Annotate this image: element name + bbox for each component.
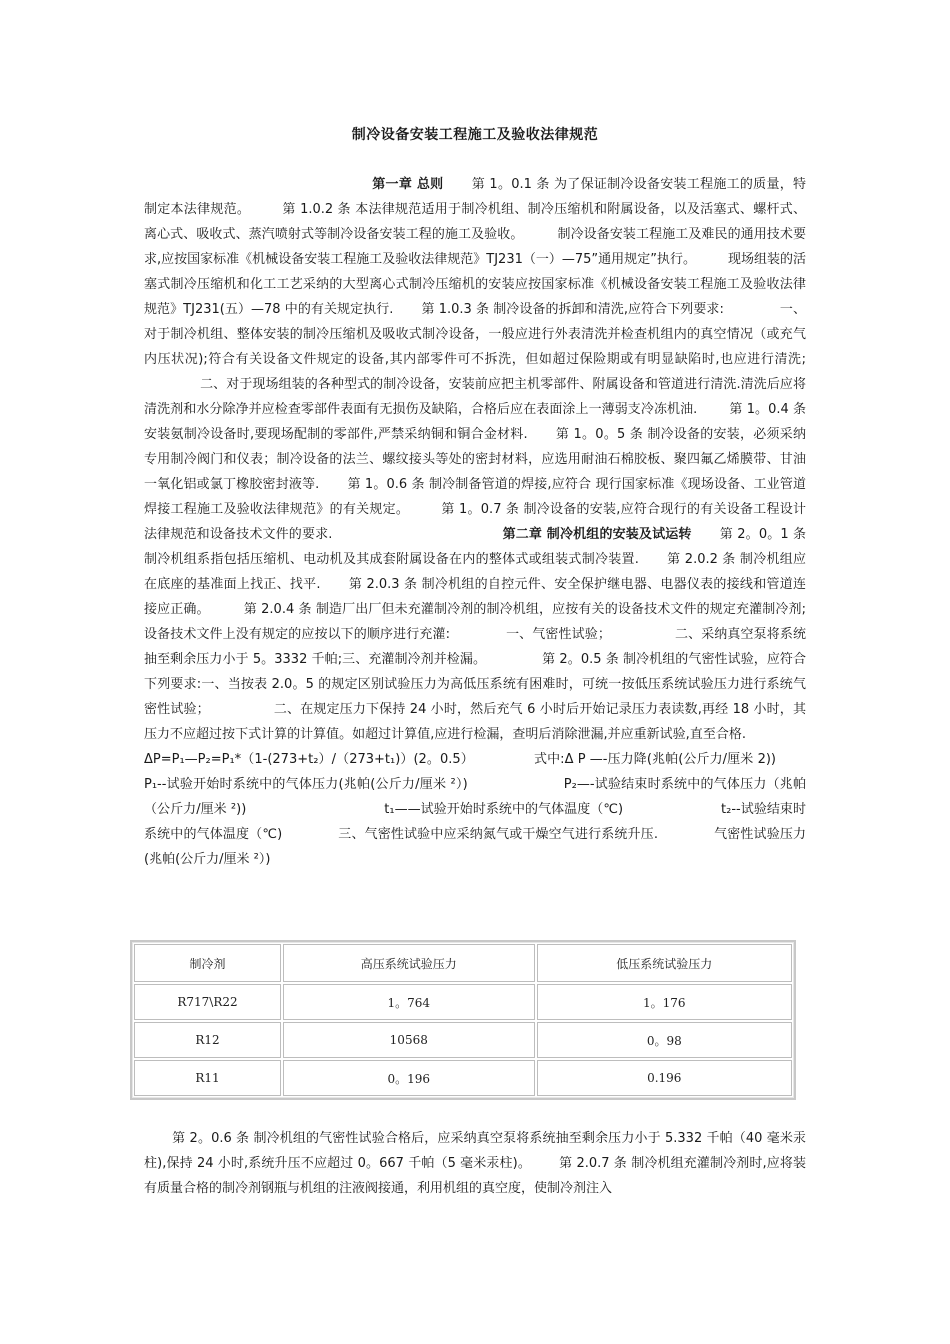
paragraph-1-0-2c: 现场组装的活塞式制冷压缩机和化工工艺采纳的大型离心式制冷压缩机的安装应按国家标准《机械设备安装工程施工及验收法律规范》TJ231(五）—78 中的有关规定执行.	[144, 252, 806, 317]
table-cell: 0。98	[537, 1022, 792, 1058]
table-header-refrigerant: 制冷剂	[134, 944, 281, 982]
table-caption: 气密性试验压力(兆帕(公斤力/厘米 ²）)	[144, 827, 806, 867]
table-cell: R717\R22	[134, 984, 281, 1020]
section-2-0-7: 第 2.0.7 条 制冷机组充灌制冷剂时,应将装有质量合格的制冷剂钢瓶与机组的注液阀接通，利用机组的真空度，使制冷剂注入	[144, 1156, 807, 1196]
table-row	[134, 1022, 792, 1058]
section-1-0-4: 第 1。0.4 条 安装氨制冷设备时,要现场配制的零部件,严禁采纳铜和铜合金材料.	[144, 402, 806, 442]
page-title: 制冷设备安装工程施工及验收法律规范	[351, 127, 599, 143]
section-1-0-6: 第 1。0.6 条 制冷制备管道的焊接,应符合 现行国家标准《现场设备、工业管道焊接工程施工及验收法律规范》的有关规定。	[144, 477, 806, 517]
section-2-0-3: 第 2.0.3 条 制冷机组的自控元件、安全保护继电器、电器仪表的接线和管道连接应正确。	[144, 577, 806, 617]
body-text-continued	[144, 1126, 806, 1201]
chapter-2-heading: 第二章 制冷机组的安装及试运转	[502, 527, 692, 542]
section-2-0-5-item-1: 一、当按表 2.0。5 的规定区别试验压力为高低压系统有困难时，可统一按低压系统试验压力进行系统气密性试验；	[144, 677, 806, 717]
section-2-0-5: 第 2。0.5 条 制冷机组的气密性试验，应符合下列要求:	[144, 652, 807, 692]
section-1-0-3-item-2: 二、对于现场组装的各种型式的制冷设备，安装前应把主机零部件、附属设备和管道进行清洗.清洗后应将清洗剂和水分除净并应检查零部件表面有无损伤及缺陷，合格后应在表面涂上一薄弱支冷冻机油.	[144, 377, 806, 417]
section-2-0-2: 第 2.0.2 条 制冷机组应在底座的基准面上找正、找平.	[144, 552, 806, 592]
table-cell: 1。176	[537, 984, 792, 1020]
formula-t2: t₂--试验结束时系统中的气体温度（℃)	[144, 802, 806, 842]
formula-p2: P₂—-试验结束时系统中的气体压力（兆帕（公斤力/厘米 ²))	[144, 777, 806, 817]
table-cell: 0。196	[283, 1060, 535, 1096]
section-2-0-4: 第 2.0.4 条 制造厂出厂但未充灌制冷剂的制冷机组，应按有关的设备技术文件的规定充灌制冷剂;设备技术文件上没有规定的应按以下的顺序进行充灌:	[144, 602, 806, 642]
section-1-0-5: 第 1。0。5 条 制冷设备的安装，必须采纳专用制冷阀门和仪表；制冷设备的法兰、螺纹接头等处的密封材料，应选用耐油石棉胶板、聚四氟乙烯膜带、甘油一氧化铝或氯丁橡胶密封液等.	[144, 427, 806, 492]
section-2-0-4-item-2: 二、采纳真空泵将系统抽至剩余压力小于 5。3332 千帕;	[144, 627, 806, 667]
table-header-high-pressure: 高压系统试验压力	[283, 944, 535, 982]
table-cell: 0.196	[537, 1060, 792, 1096]
section-2-0-4-item-3: 三、充灌制冷剂并检漏。	[342, 652, 487, 667]
table-row	[134, 984, 792, 1020]
formula-p1: P₁--试验开始时系统中的气体压力(兆帕(公斤力/厘米 ²）)	[144, 777, 468, 792]
formula-where: 式中:Δ P —-压力降(兆帕(公斤力/厘米 2))	[533, 752, 777, 767]
formula-t1: t₁——试验开始时系统中的气体温度（℃)	[384, 802, 624, 817]
section-2-0-1: 第 2。0。1 条 制冷机组系指包括压缩机、电动机及其成套附属设备在内的整体式或组装式制冷装置.	[144, 527, 807, 567]
pressure-table	[130, 940, 796, 1100]
formula: ΔP=P₁—P₂=P₁*（1-(273+t₂）/（273+t₁)）(2。0.5）	[144, 752, 474, 767]
section-1-0-3-item-1: 一、对于制冷机组、整体安装的制冷压缩机及吸收式制冷设备，一般应进行外表清洗并检查机组内的真空情况（或充气内压状况);符合有关设备文件规定的设备,其内部零件可不拆洗，但如超过保险期或有明显缺陷时,也应进行清洗;	[144, 302, 806, 367]
table-header-row	[134, 944, 792, 982]
section-1-0-3: 第 1.0.3 条 制冷设备的拆卸和清洗,应符合下列要求:	[421, 302, 724, 317]
section-1-0-1: 第 1。0.1 条 为了保证制冷设备安装工程施工的质量，特制定本法律规范。	[144, 177, 807, 217]
table-cell: R12	[134, 1022, 281, 1058]
table-header-low-pressure: 低压系统试验压力	[537, 944, 792, 982]
section-2-0-5-item-2: 二、在规定压力下保持 24 小时，然后充气 6 小时后开始记录压力表读数,再经 18 小时，其压力不应超过按下式计算的计算值。如超过计算值,应进行检漏，查明后消除泄漏,并应重新试验,直至合格.	[144, 702, 806, 742]
section-2-0-5-item-3: 三、气密性试验中应采纳氮气或干燥空气进行系统升压.	[338, 827, 658, 842]
paragraph-1-0-2b: 制冷设备安装工程施工及难民的通用技术要求,应按国家标准《机械设备安装工程施工及验收法律规范》TJ231（一）—75”通用规定”执行。	[144, 227, 806, 267]
chapter-1-heading: 第一章 总则	[372, 177, 444, 192]
section-1-0-2: 第 1.0.2 条 本法律规范适用于制冷机组、制冷压缩机和附属设备，以及活塞式、螺杆式、离心式、吸收式、蒸汽喷射式等制冷设备安装工程的施工及验收。	[144, 202, 806, 242]
section-2-0-6: 第 2。0.6 条 制冷机组的气密性试验合格后，应采纳真空泵将系统抽至剩余压力小于 5.332 千帕（40 毫米汞柱),保持 24 小时,系统升压不应超过 0。667 千帕（5 毫米汞柱)。	[144, 1131, 806, 1171]
table-row	[134, 1060, 792, 1096]
table-cell: R11	[134, 1060, 281, 1096]
body-text-main	[144, 172, 806, 872]
table-cell: 10568	[283, 1022, 535, 1058]
section-2-0-4-item-1: 一、气密性试验；	[505, 627, 611, 642]
section-1-0-7: 第 1。0.7 条 制冷设备的安装,应符合现行的有关设备工程设计法律规范和设备技术文件的要求.	[144, 502, 806, 542]
table-cell: 1。764	[283, 984, 535, 1020]
